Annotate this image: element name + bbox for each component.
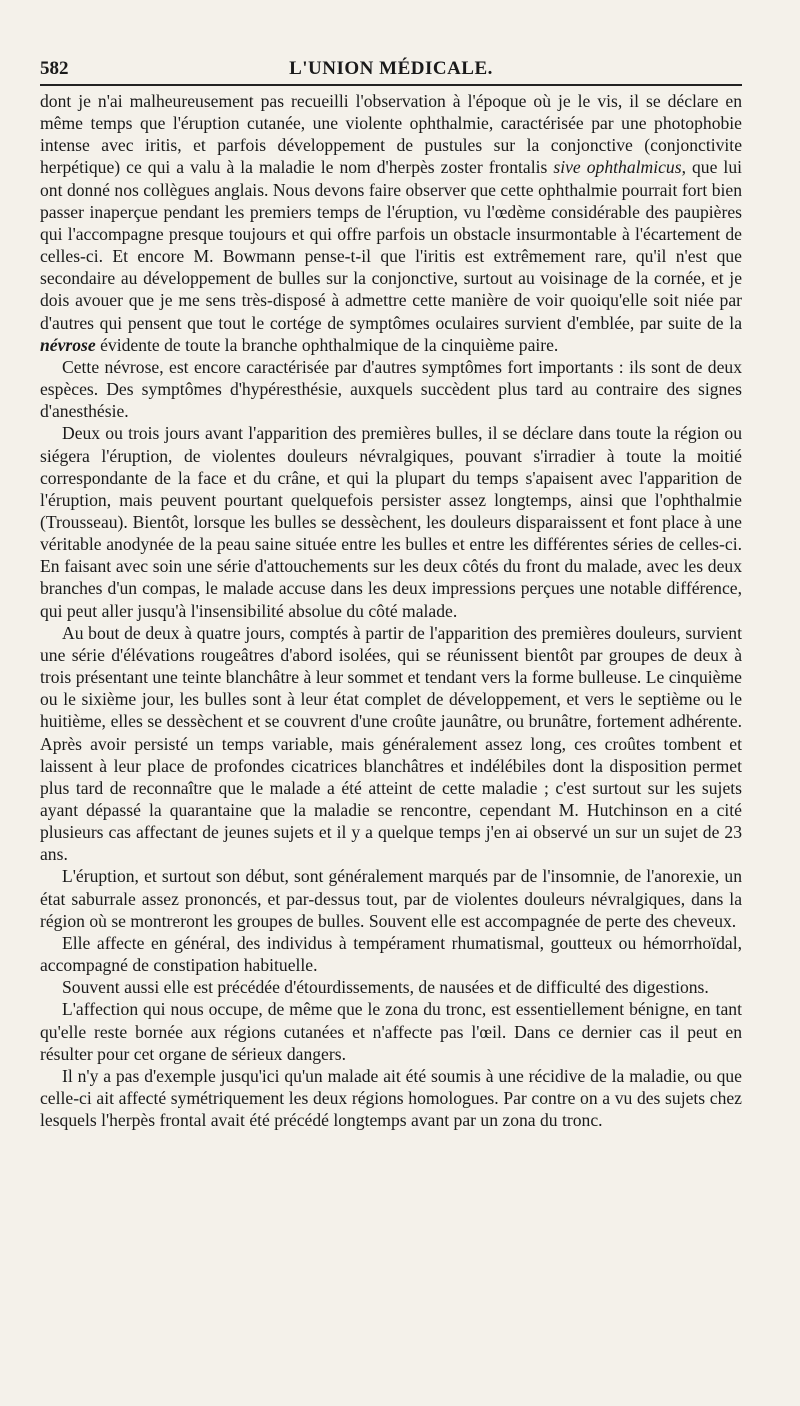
page-header — [40, 50, 742, 84]
paragraph-1-text-b: , que lui ont donné nos collègues anglais. Nous devons faire observer que cette ophthalmie pourrait fort bien passer inaperçue pendant les premiers temps de l'éruption, vu l'œdème considérable des paupières qui l'accompagne presque toujours et qui offre parfois un obstacle insurmontable à l'écartement de celles-ci. Et encore M. Bowmann pense-t-il que l'iritis est extrêmement rare, qu'il n'est que secondaire au développement de bulles sur la conjonctive, surtout au voisinage de la cornée, et je dois avouer que je me sens très-disposé à admettre cette manière de voir quoiqu'elle soit niée par d'autres qui pensent que tout le cortége de symptômes oculaires survient d'emblée, par suite de la — [40, 157, 743, 333]
paragraph-7: Souvent aussi elle est précédée d'étourdissements, de nausées et de difficulté des digestions. — [62, 977, 709, 998]
paragraph-1-text-c: évidente de toute la branche ophthalmique de la cinquième paire. — [95, 334, 559, 355]
paragraph-1 — [40, 90, 742, 356]
paragraph-9: Il n'y a pas d'exemple jusqu'ici qu'un malade ait été soumis à une récidive de la maladie, ou que celle-ci ait affecté symétriquement les deux régions homologues. Par contre on a vu des sujets chez lesquels l'herpès frontal avait été précédé longtemps avant par un zona du tronc. — [40, 1065, 742, 1131]
running-title: L'UNION MÉDICALE. — [289, 58, 493, 79]
paragraph-1-text-a: dont je n'ai malheureusement pas recueilli l'observation à l'époque où je le vis, il se déclare en même temps que l'éruption cutanée, une violente ophthalmie, caractérisée par une photophobie intense avec iritis, et parfois développement de pustules sur la conjonctive (conjonctivite herpétique) ce qui a valu à la maladie le nom d'herpès zoster frontalis — [40, 91, 742, 178]
page-number: 582 — [40, 58, 69, 79]
paragraph-1-italic-term: sive ophthalmicus — [553, 157, 682, 178]
paragraph-2: Cette névrose, est encore caractérisée par d'autres symptômes fort importants : ils sont de deux espèces. Des symptômes d'hypéresthésie, auxquels succèdent plus tard au contraire des signes d'anesthésie. — [40, 356, 742, 422]
paragraph-8: L'affection qui nous occupe, de même que le zona du tronc, est essentiellement bénigne, en tant qu'elle reste bornée aux régions cutanées et n'affecte pas l'œil. Dans ce dernier cas il peut en résulter pour cet organe de sérieux dangers. — [40, 999, 742, 1064]
paragraph-6: Elle affecte en général, des individus à tempérament rhumatismal, goutteux ou hémorrhoïdal, accompagné de constipation habituelle. — [40, 932, 742, 976]
paragraph-5: L'éruption, et surtout son début, sont généralement marqués par de l'insomnie, de l'anorexie, un état saburrale assez prononcés, et par-dessus tout, par de violentes douleurs névralgiques, dans la région où se montreront les groupes de bulles. Souvent elle est accompagnée de perte des cheveux. — [40, 866, 742, 931]
header-rule — [40, 84, 742, 86]
article-body — [40, 90, 742, 1131]
paragraph-3: Deux ou trois jours avant l'apparition des premières bulles, il se déclare dans toute la région ou siégera l'éruption, de violentes douleurs névralgiques, pouvant s'irradier à toute la moitié correspondante de la face et du crâne, et qui la plupart du temps s'apaisent avec l'apparition de l'éruption, mais peuvent pourtant quelquefois persister assez longtemps, ainsi que l'ophthalmie (Trousseau). Bientôt, lorsque les bulles se dessèchent, les douleurs disparaissent et font place à une véritable anodynée de la peau saine située entre les bulles et entre les différentes séries de celles-ci. En faisant avec soin une série d'attouchements sur les deux côtés du front du malade, avec les deux branches d'un compas, le malade accuse dans les deux impressions perçues une notable différence, qui peut aller jusqu'à l'insensibilité absolue du côté malade. — [40, 423, 742, 621]
paragraph-1-emphasis-term: névrose — [40, 334, 96, 355]
paragraph-4: Au bout de deux à quatre jours, comptés à partir de l'apparition des premières douleurs, survient une série d'élévations rougeâtres d'abord isolées, qui se réunissent bientôt par groupes de deux à trois présentant une teinte blanchâtre à leur sommet et tendant vers la forme bulleuse. Le cinquième ou le sixième jour, les bulles sont à leur état complet de développement, et vers le septième ou le huitième, elles se dessèchent et se couvrent d'une croûte jaunâtre, ou brunâtre, fortement adhérente. Après avoir persisté un temps variable, mais généralement assez long, ces croûtes tombent et laissent à leur place de profondes cicatrices blanchâtres et indélébiles dont la disposition permet plus tard de reconnaître que le malade a été atteint de cette maladie ; c'est surtout sur les sujets ayant dépassé la quarantaine que la maladie se rencontre, cependant M. Hutchinson en a cité plusieurs cas affectant de jeunes sujets et il y a quelque temps j'en ai observé un sur un sujet de 23 ans. — [40, 622, 742, 865]
